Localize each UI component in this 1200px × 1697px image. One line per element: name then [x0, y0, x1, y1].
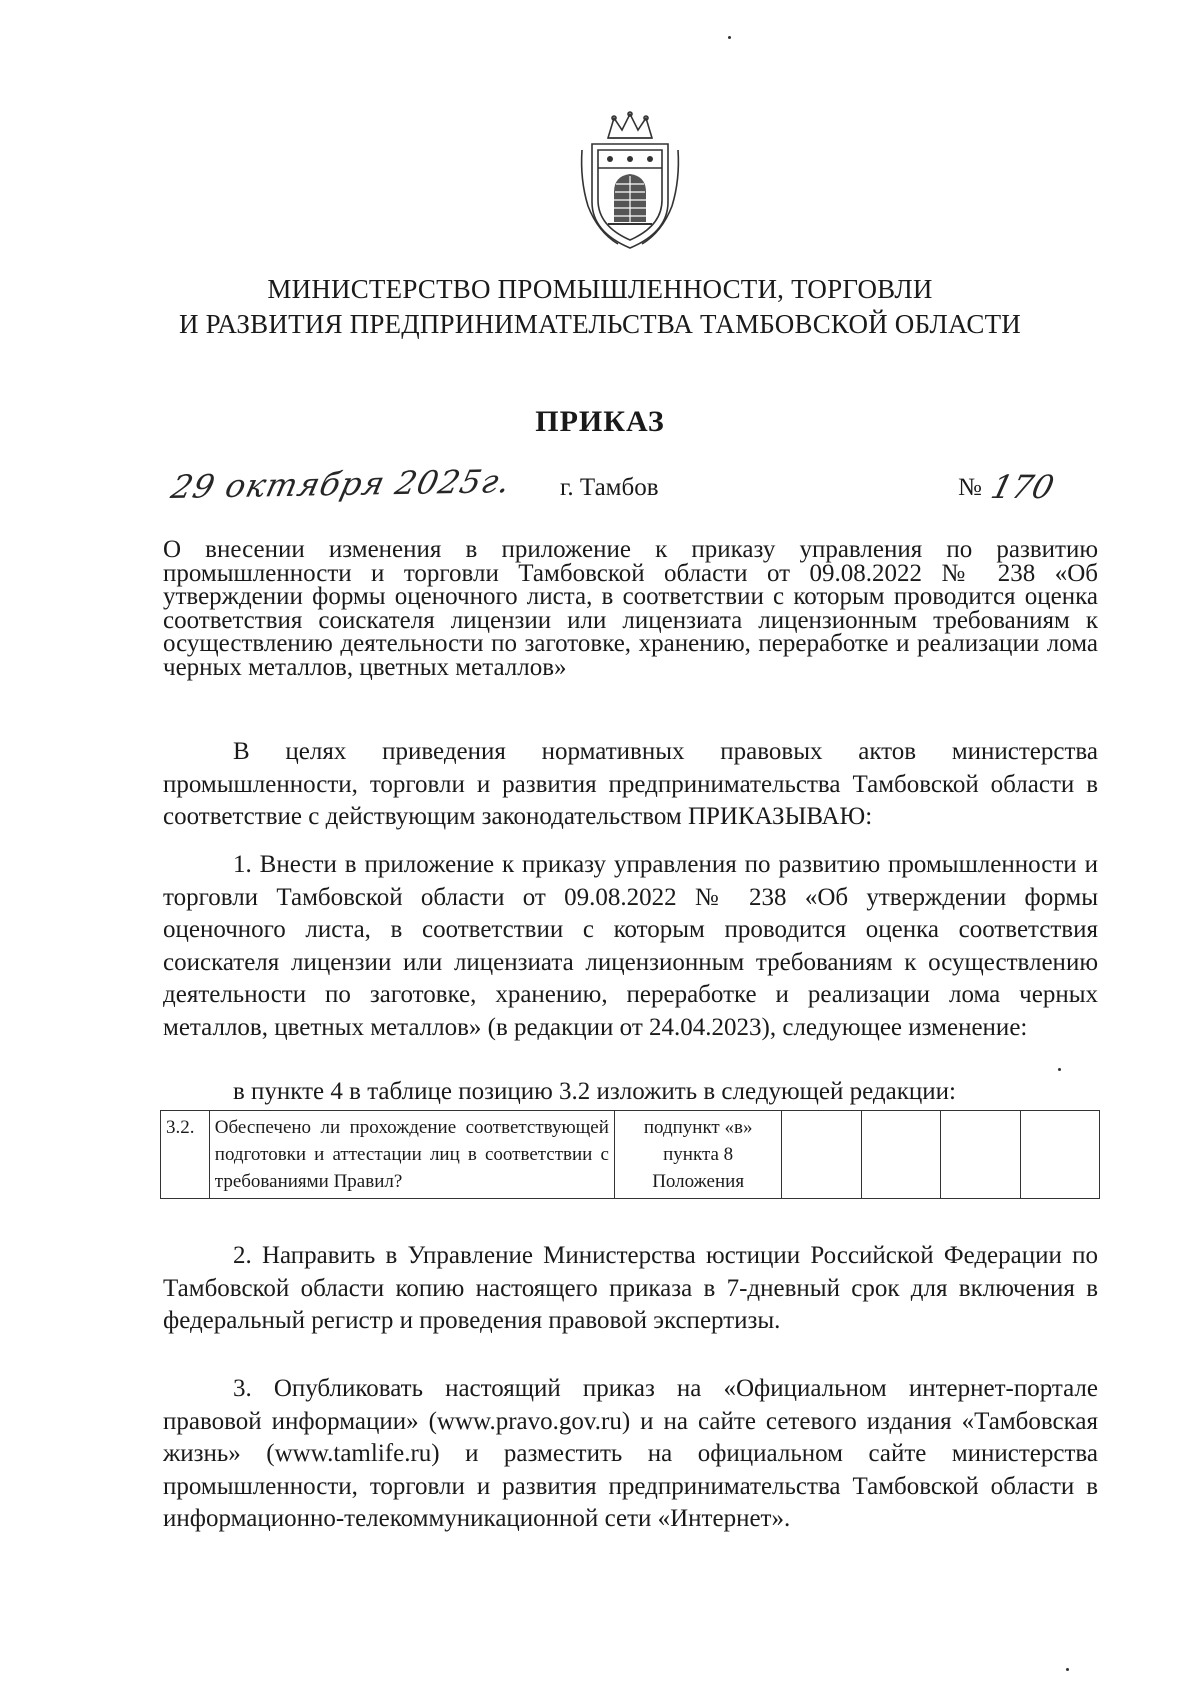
- coat-of-arms-icon: [578, 110, 682, 252]
- handwritten-date: 29 октября 2025г.: [167, 462, 515, 506]
- position-number-cell: 3.2.: [161, 1111, 210, 1199]
- scan-speck: [1066, 1668, 1069, 1671]
- ministry-name: [150, 272, 1050, 342]
- empty-cell: [861, 1111, 940, 1199]
- empty-cell: [782, 1111, 861, 1199]
- handwritten-number: 170: [987, 468, 1058, 506]
- item-2-paragraph: 2. Направить в Управление Министерства юстиции Российской Федерации по Тамбовской области копию настоящего приказа в 7-дневный срок для включения в федеральный регистр и проведения правовой экспертизы.: [163, 1242, 1098, 1334]
- empty-cell: [941, 1111, 1020, 1199]
- scan-speck: [728, 36, 731, 39]
- ministry-name-line1: МИНИСТЕРСТВО ПРОМЫШЛЕННОСТИ, ТОРГОВЛИ: [267, 274, 933, 304]
- reference-line: Положения: [652, 1171, 745, 1192]
- item-1-subparagraph: в пункте 4 в таблице позицию 3.2 изложить в следующей редакции:: [233, 1078, 956, 1105]
- scan-speck: [1058, 1068, 1061, 1071]
- reference-line: пункта 8: [663, 1144, 734, 1165]
- item-1-paragraph: 1. Внести в приложение к приказу управления по развитию промышленности и торговли Тамбовской области от 09.08.2022 № 238 «Об утверждении формы оценочного листа, в соответствии с которым проводится оценка соответствия соискателя лицензии или лицензиата лицензионным требованиям к осуществлению деятельности по заготовке, хранению, переработке и реализации лома черных металлов, цветных металлов» (в редакции от 24.04.2023), следующее изменение:: [163, 851, 1098, 1041]
- item-3-paragraph: 3. Опубликовать настоящий приказ на «Официальном интернет-портале правовой информации» (www.pravo.gov.ru) и на сайте сетевого издания «Тамбовская жизнь» (www.tamlife.ru) и разместить на официальном сайте министерства промышленности, торговли и развития предпринимательства Тамбовской области в информационно-телекоммуникационной сети «Интернет».: [163, 1375, 1098, 1532]
- preamble-paragraph: В целях приведения нормативных правовых актов министерства промышленности, торговли и развития предпринимательства Тамбовской области в соответствие с действующим законодательством ПРИКАЗЫВАЮ:: [163, 738, 1098, 830]
- table-row: [161, 1111, 1100, 1199]
- position-question-cell: Обеспечено ли прохождение соответствующей подготовки и аттестации лиц в соответствии с требованиями Правил?: [209, 1111, 614, 1199]
- document-title: ПРИКАЗ: [535, 405, 665, 438]
- position-table: [160, 1110, 1100, 1199]
- number-label: №: [958, 474, 982, 501]
- empty-cell: [1020, 1111, 1099, 1199]
- position-reference-cell: [614, 1111, 781, 1199]
- order-subject: О внесении изменения в приложение к приказу управления по развитию промышленности и торговли Тамбовской области от 09.08.2022 № 238 «Об утверждении формы оценочного листа, в соответствии с которым проводится оценка соответствия соискателя лицензии или лицензиата лицензионным требованиям к осуществлению деятельности по заготовке, хранению, переработке и реализации лома черных металлов, цветных металлов»: [163, 536, 1098, 681]
- reference-line: подпункт «в»: [643, 1117, 753, 1138]
- city: г. Тамбов: [560, 474, 659, 501]
- ministry-name-line2: И РАЗВИТИЯ ПРЕДПРИНИМАТЕЛЬСТВА ТАМБОВСКОЙ ОБЛАСТИ: [179, 309, 1021, 339]
